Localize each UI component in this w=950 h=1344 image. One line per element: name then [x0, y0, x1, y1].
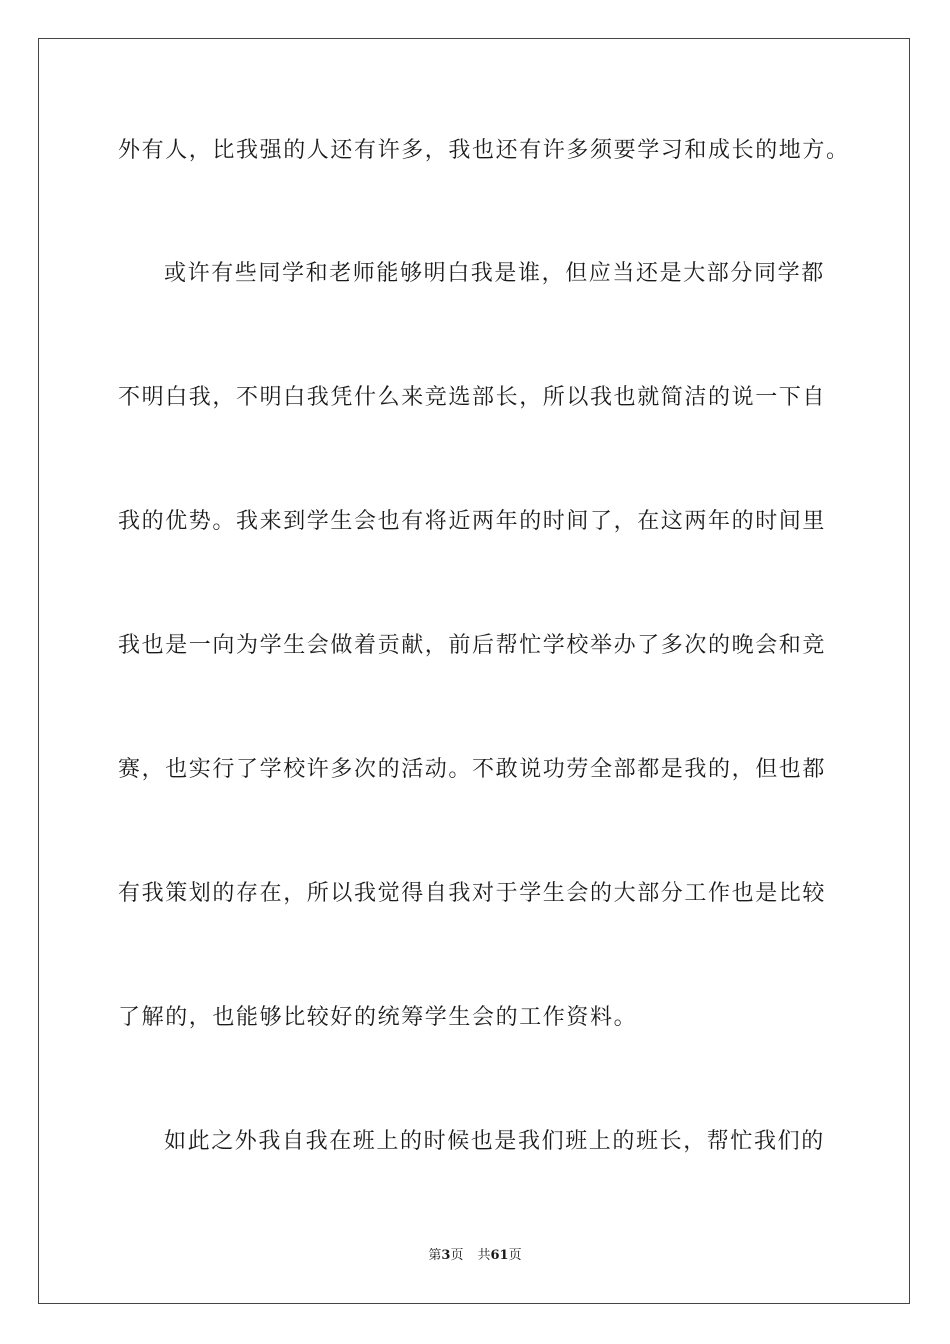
text-line-1: 外有人，比我强的人还有许多，我也还有许多须要学习和成长的地方。 — [118, 138, 850, 163]
total-prefix: 共 — [477, 1248, 491, 1263]
text-line-9: 如此之外我自我在班上的时候也是我们班上的班长，帮忙我们的 — [164, 1129, 825, 1154]
text-line-8: 了解的，也能够比较好的统筹学生会的工作资料。 — [118, 1005, 638, 1030]
page-border — [38, 38, 910, 1304]
page-suffix: 页 — [450, 1248, 464, 1263]
total-pages: 61 — [490, 1248, 509, 1263]
text-line-6: 赛，也实行了学校许多次的活动。不敢说功劳全部都是我的，但也都 — [118, 757, 827, 782]
text-line-4: 我的优势。我来到学生会也有将近两年的时间了，在这两年的时间里 — [118, 509, 827, 534]
text-line-7: 有我策划的存在，所以我觉得自我对于学生会的大部分工作也是比较 — [118, 881, 827, 906]
page-footer — [0, 1247, 950, 1265]
page-number: 3 — [441, 1248, 451, 1263]
total-suffix: 页 — [508, 1248, 522, 1263]
page-prefix: 第 — [428, 1248, 442, 1263]
text-line-2: 或许有些同学和老师能够明白我是谁，但应当还是大部分同学都 — [164, 261, 825, 286]
text-line-3: 不明白我，不明白我凭什么来竞选部长，所以我也就简洁的说一下自 — [118, 385, 827, 410]
text-line-5: 我也是一向为学生会做着贡献，前后帮忙学校举办了多次的晚会和竞 — [118, 633, 827, 658]
